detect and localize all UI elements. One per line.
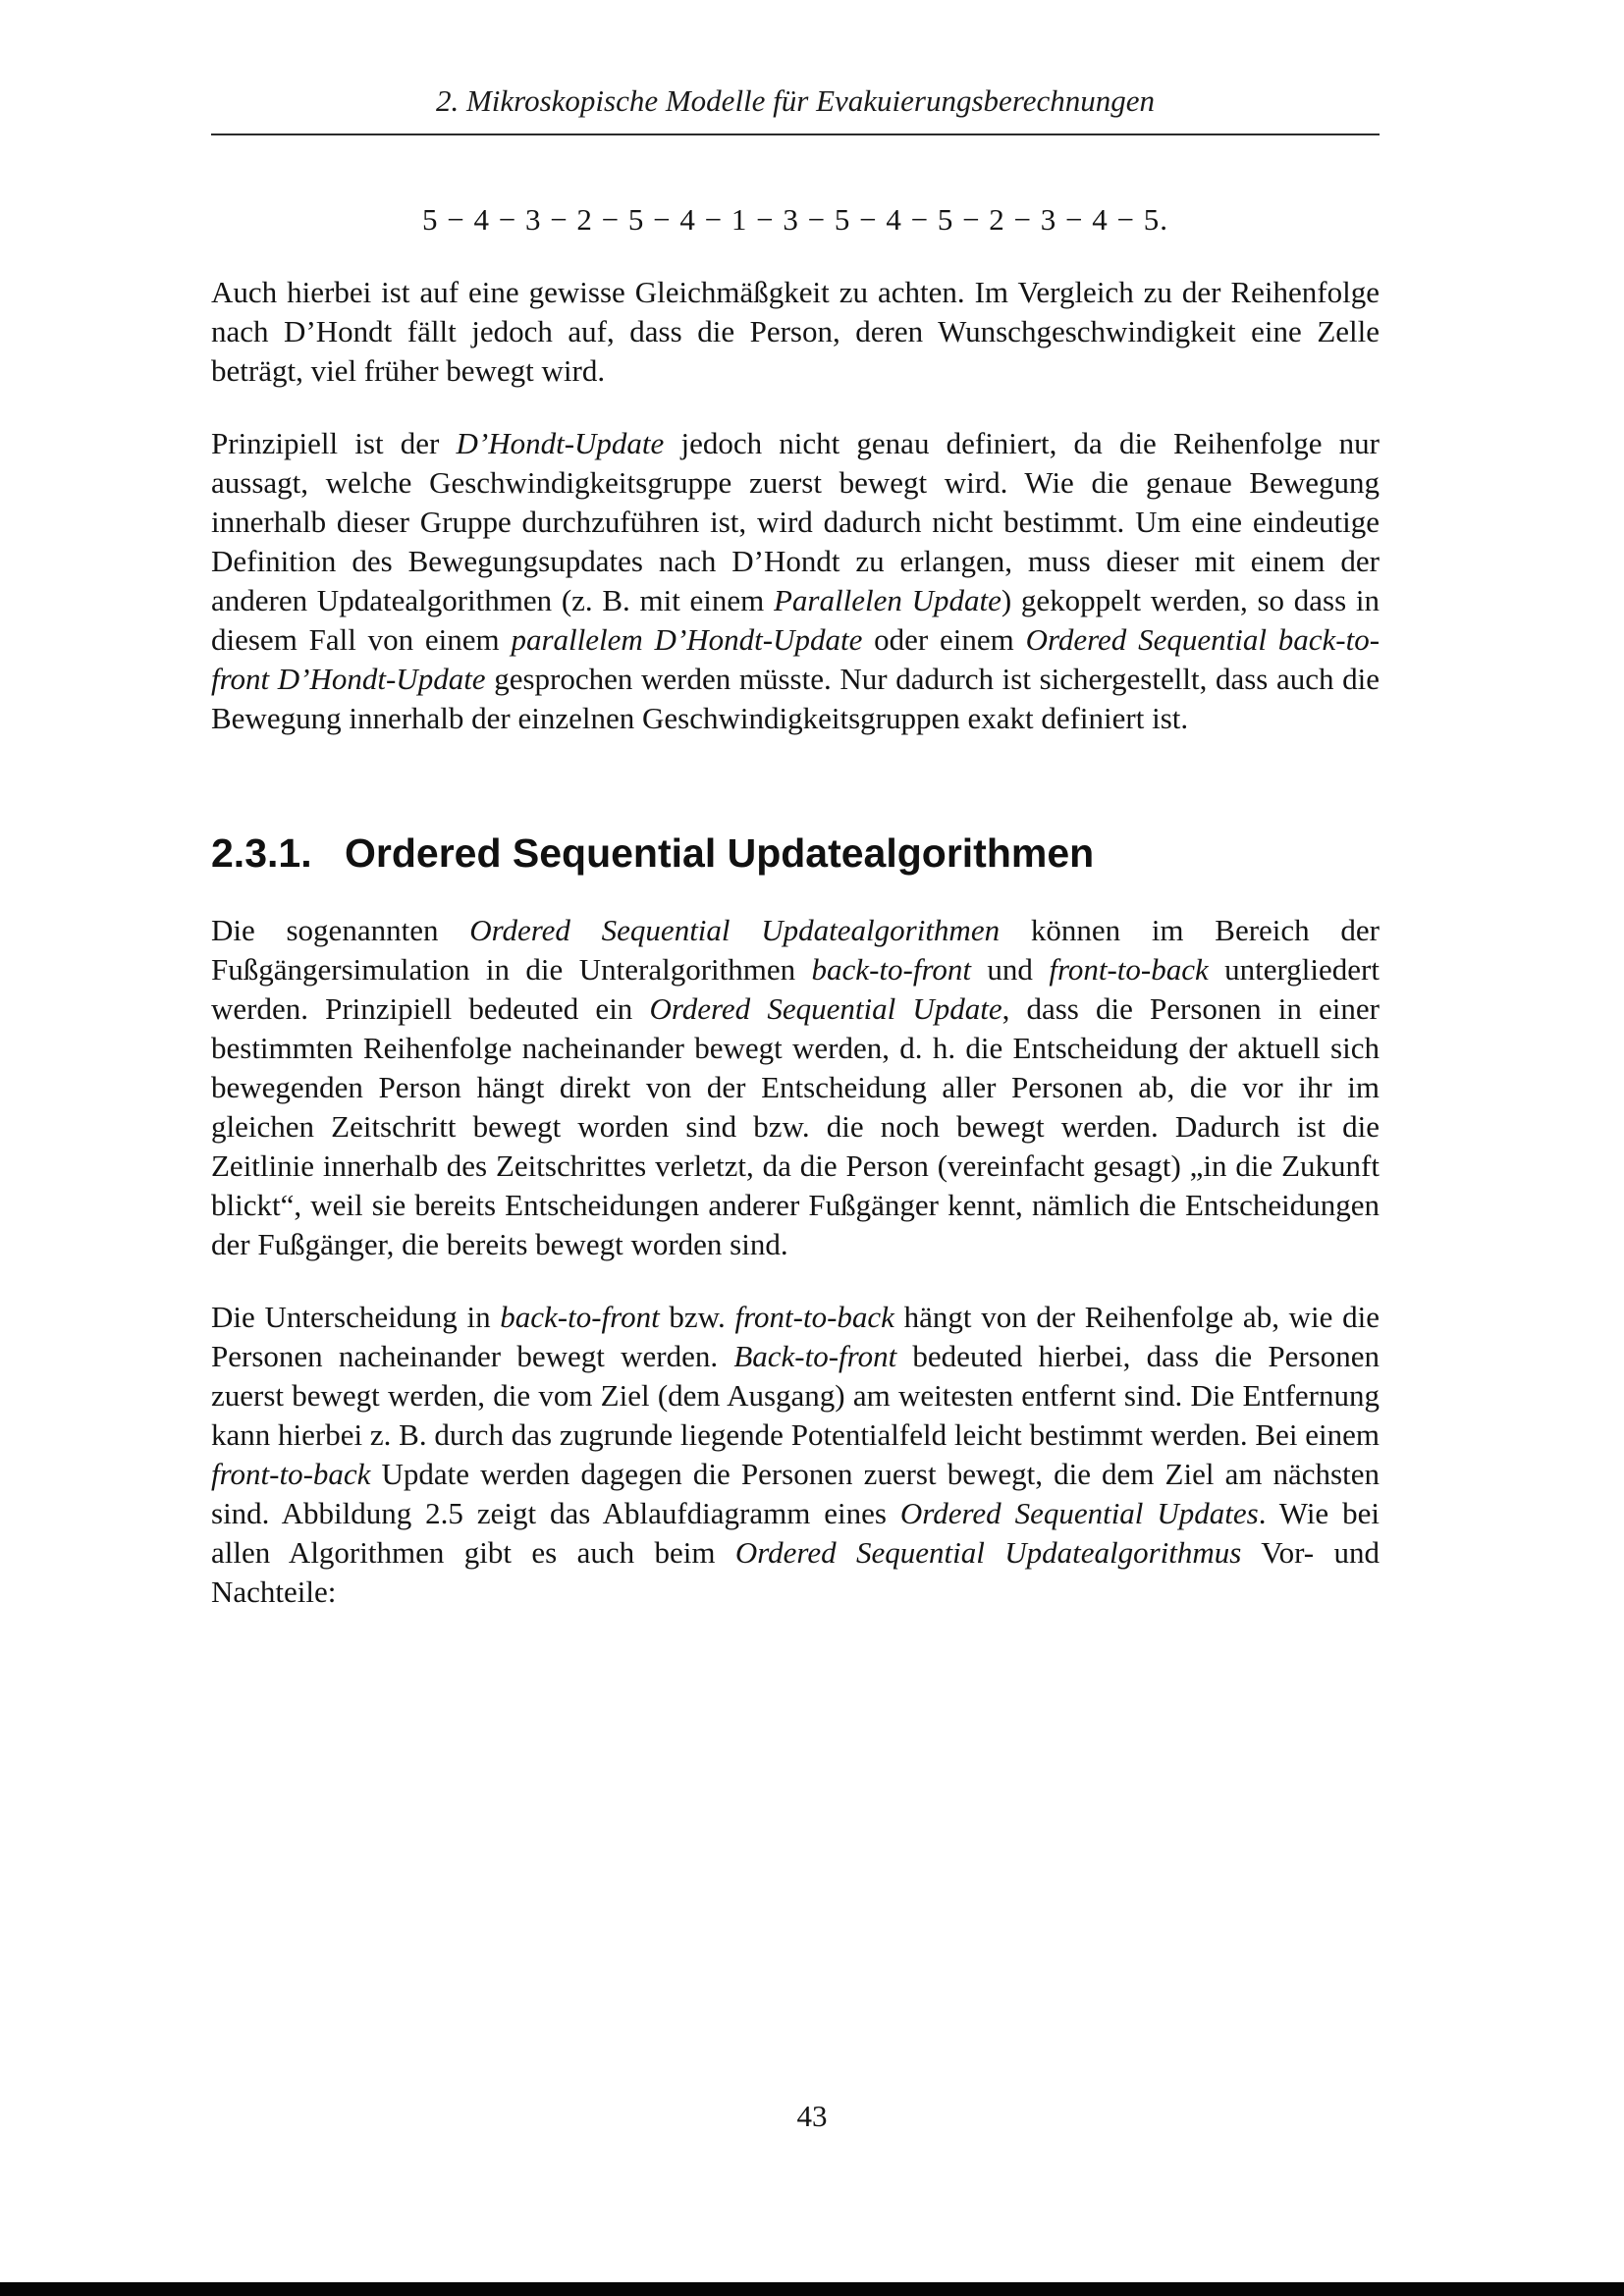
paragraph-1: Auch hierbei ist auf eine gewisse Gleichmäßgkeit zu achten. Im Vergleich zu der Reihenfolge nach D’Hondt fällt jedoch auf, dass die Person, deren Wunschgeschwindigkeit eine Zelle beträgt, viel früher bewegt wird. (211, 275, 1380, 388)
section-title: Ordered Sequential Updatealgorithmen (345, 830, 1095, 876)
screenshot-bottom-edge (0, 2282, 1624, 2296)
section-number: 2.3.1. (211, 830, 312, 876)
section-heading (211, 828, 1380, 878)
math-formula: 5 − 4 − 3 − 2 − 5 − 4 − 1 − 3 − 5 − 4 − 5 − 2 − 3 − 4 − 5. (421, 202, 1168, 237)
page-number: 43 (796, 2099, 828, 2133)
paragraph-2: Prinzipiell ist der D’Hondt-Update jedoch nicht genau definiert, da die Reihenfolge nur aussagt, welche Geschwindigkeitsgruppe zuerst bewegt wird. Wie die genaue Bewegung innerhalb dieser Gruppe durchzuführen ist, wird dadurch nicht bestimmt. Um eine eindeutige Definition des Bewegungsupdates nach D’Hondt zu erlangen, muss dieser mit einem der anderen Updatealgorithmen (z. B. mit einem Parallelen Update) gekoppelt werden, so dass in diesem Fall von einem parallelem D’Hondt-Update oder einem Ordered Sequential back-to-front D’Hondt-Update gesprochen werden müsste. Nur dadurch ist sichergestellt, dass auch die Bewegung innerhalb der einzelnen Geschwindigkeitsgruppen exakt definiert ist. (211, 426, 1380, 735)
paragraph-3: Die sogenannten Ordered Sequential Updatealgorithmen können im Bereich der Fußgängersimulation in die Unteralgorithmen back-to-front und front-to-back untergliedert werden. Prinzipiell bedeuted ein Ordered Sequential Update, dass die Personen in einer bestimmten Reihenfolge nacheinander bewegt werden, d. h. die Entscheidung der aktuell sich bewegenden Person hängt direkt von der Entscheidung aller Personen ab, die vor ihr im gleichen Zeitschritt bewegt worden sind bzw. die noch bewegt werden. Dadurch ist die Zeitlinie innerhalb des Zeitschrittes verletzt, da die Person (vereinfacht gesagt) „in die Zukunft blickt“, weil sie bereits Entscheidungen anderer Fußgänger kennt, nämlich die Entscheidungen der Fußgänger, die bereits bewegt worden sind. (211, 913, 1380, 1261)
header-rule (211, 133, 1380, 135)
text-column (211, 82, 1380, 1612)
paragraph-4: Die Unterscheidung in back-to-front bzw. front-to-back hängt von der Reihenfolge ab, wie die Personen nacheinander bewegt werden. Back-to-front bedeuted hierbei, dass die Personen zuerst bewegt werden, die vom Ziel (dem Ausgang) am weitesten entfernt sind. Die Entfernung kann hierbei z. B. durch das zugrunde liegende Potentialfeld leicht bestimmt werden. Bei einem front-to-back Update werden dagegen die Personen zuerst bewegt, die dem Ziel am nächsten sind. Abbildung 2.5 zeigt das Ablaufdiagramm eines Ordered Sequential Updates. Wie bei allen Algorithmen gibt es auch beim Ordered Sequential Updatealgorithmus Vor- und Nachteile: (211, 1300, 1380, 1609)
running-header: 2. Mikroskopische Modelle für Evakuierungsberechnungen (435, 83, 1156, 118)
